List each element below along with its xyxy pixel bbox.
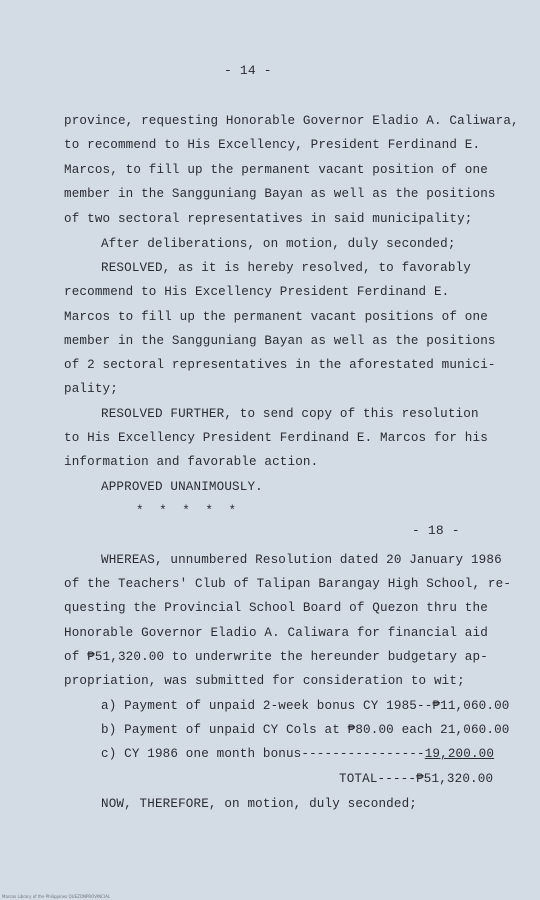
paragraph-5-line-2: of the Teachers' Club of Talipan Barangay High School, re- (64, 577, 512, 591)
budget-item-c-amount: 19,200.00 (424, 747, 495, 761)
section-number: - 18 - (412, 523, 460, 538)
paragraph-5-line-5: of ₱51,320.00 to underwrite the hereunder budgetary ap- (64, 650, 488, 664)
paragraph-6: NOW, THEREFORE, on motion, duly seconded; (101, 797, 418, 811)
paragraph-1-line-3: Marcos, to fill up the permanent vacant position of one (64, 163, 488, 177)
paragraph-5-line-3: questing the Provincial School Board of Quezon thru the (64, 601, 488, 615)
paragraph-4-line-1: RESOLVED FURTHER, to send copy of this resolution (101, 407, 479, 421)
archive-footer: Marcos Library of the Philippines QUEZONPROVINCIAL (2, 894, 111, 899)
approval-text: APPROVED UNANIMOUSLY. (101, 480, 263, 494)
paragraph-1-line-5: of two sectoral representatives in said municipality; (64, 212, 473, 226)
budget-item-a: a) Payment of unpaid 2-week bonus CY 1985--₱11,060.00 (101, 699, 510, 713)
separator-stars: * * * * * (136, 504, 241, 518)
paragraph-3-line-1: RESOLVED, as it is hereby resolved, to favorably (101, 261, 471, 275)
page-number: - 14 - (224, 63, 272, 78)
paragraph-3-line-5: of 2 sectoral representatives in the aforestated munici- (64, 358, 496, 372)
paragraph-1-line-2: to recommend to His Excellency, President Ferdinand E. (64, 138, 481, 152)
paragraph-3-line-3: Marcos to fill up the permanent vacant positions of one (64, 310, 488, 324)
paragraph-4-line-3: information and favorable action. (64, 455, 319, 469)
budget-item-c (101, 746, 494, 762)
paragraph-4-line-2: to His Excellency President Ferdinand E. Marcos for his (64, 431, 488, 445)
paragraph-1-line-4: member in the Sangguniang Bayan as well as the positions (64, 187, 496, 201)
paragraph-5-line-4: Honorable Governor Eladio A. Caliwara for financial aid (64, 626, 488, 640)
budget-item-b: b) Payment of unpaid CY Cols at ₱80.00 each 21,060.00 (101, 723, 510, 737)
paragraph-3-line-4: member in the Sangguniang Bayan as well as the positions (64, 334, 496, 348)
paragraph-1-line-1: province, requesting Honorable Governor Eladio A. Caliwara, (64, 114, 519, 128)
paragraph-3-line-6: pality; (64, 382, 118, 396)
paragraph-2: After deliberations, on motion, duly seconded; (101, 237, 456, 251)
total-line: TOTAL-----₱51,320.00 (339, 772, 494, 786)
paragraph-5-line-6: propriation, was submitted for consideration to wit; (64, 674, 465, 688)
paragraph-3-line-2: recommend to His Excellency President Ferdinand E. (64, 285, 450, 299)
paragraph-5-line-1: WHEREAS, unnumbered Resolution dated 20 January 1986 (101, 553, 502, 567)
budget-item-c-label: c) CY 1986 one month bonus---------------- (101, 747, 425, 761)
